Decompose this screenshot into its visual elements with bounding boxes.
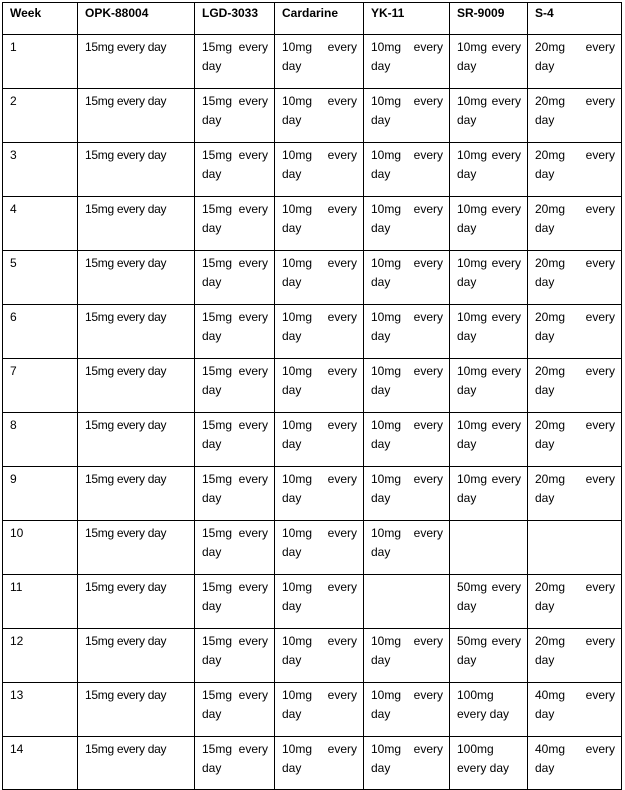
header-sr-9009: SR-9009	[450, 3, 528, 35]
opk-88004-cell: 15mg every day	[78, 467, 195, 521]
yk-11-cell: 10mg every day	[364, 413, 450, 467]
s-4-cell: 20mg every day	[528, 35, 622, 89]
table-row	[3, 683, 622, 737]
lgd-3033-cell: 15mg every day	[195, 575, 275, 629]
header-lgd-3033: LGD-3033	[195, 3, 275, 35]
opk-88004-cell: 15mg every day	[78, 683, 195, 737]
s-4-cell: 20mg every day	[528, 359, 622, 413]
opk-88004-cell: 15mg every day	[78, 737, 195, 790]
cardarine-cell: 10mg every day	[275, 629, 364, 683]
cardarine-cell: 10mg every day	[275, 197, 364, 251]
s-4-cell: 20mg every day	[528, 305, 622, 359]
yk-11-cell: 10mg every day	[364, 305, 450, 359]
lgd-3033-cell: 15mg every day	[195, 629, 275, 683]
table-row	[3, 575, 622, 629]
header-week: Week	[3, 3, 78, 35]
opk-88004-cell: 15mg every day	[78, 143, 195, 197]
lgd-3033-cell: 15mg every day	[195, 467, 275, 521]
sr-9009-cell	[450, 521, 528, 575]
table-body	[3, 35, 622, 790]
cardarine-cell: 10mg every day	[275, 521, 364, 575]
s-4-cell: 20mg every day	[528, 467, 622, 521]
table-row	[3, 629, 622, 683]
sr-9009-cell: 10mg every day	[450, 197, 528, 251]
lgd-3033-cell: 15mg every day	[195, 251, 275, 305]
table-row	[3, 359, 622, 413]
s-4-cell: 20mg every day	[528, 251, 622, 305]
dosage-schedule-table	[2, 2, 622, 790]
lgd-3033-cell: 15mg every day	[195, 521, 275, 575]
sr-9009-cell: 10mg every day	[450, 251, 528, 305]
cardarine-cell: 10mg every day	[275, 737, 364, 790]
yk-11-cell: 10mg every day	[364, 683, 450, 737]
table-row	[3, 521, 622, 575]
yk-11-cell: 10mg every day	[364, 143, 450, 197]
yk-11-cell: 10mg every day	[364, 89, 450, 143]
cardarine-cell: 10mg every day	[275, 305, 364, 359]
lgd-3033-cell: 15mg every day	[195, 305, 275, 359]
lgd-3033-cell: 15mg every day	[195, 143, 275, 197]
sr-9009-cell: 10mg every day	[450, 305, 528, 359]
yk-11-cell: 10mg every day	[364, 251, 450, 305]
sr-9009-cell: 50mg every day	[450, 575, 528, 629]
s-4-cell: 20mg every day	[528, 575, 622, 629]
cardarine-cell: 10mg every day	[275, 413, 364, 467]
table-row	[3, 251, 622, 305]
cardarine-cell: 10mg every day	[275, 143, 364, 197]
sr-9009-cell: 10mg every day	[450, 467, 528, 521]
s-4-cell: 20mg every day	[528, 629, 622, 683]
sr-9009-cell: 10mg every day	[450, 35, 528, 89]
yk-11-cell	[364, 575, 450, 629]
lgd-3033-cell: 15mg every day	[195, 89, 275, 143]
lgd-3033-cell: 15mg every day	[195, 359, 275, 413]
opk-88004-cell: 15mg every day	[78, 359, 195, 413]
opk-88004-cell: 15mg every day	[78, 413, 195, 467]
s-4-cell: 40mg every day	[528, 737, 622, 790]
week-cell: 7	[3, 359, 78, 413]
table-row	[3, 467, 622, 521]
opk-88004-cell: 15mg every day	[78, 629, 195, 683]
table-row	[3, 35, 622, 89]
yk-11-cell: 10mg every day	[364, 737, 450, 790]
cardarine-cell: 10mg every day	[275, 89, 364, 143]
cardarine-cell: 10mg every day	[275, 467, 364, 521]
week-cell: 14	[3, 737, 78, 790]
opk-88004-cell: 15mg every day	[78, 521, 195, 575]
s-4-cell: 20mg every day	[528, 89, 622, 143]
s-4-cell: 20mg every day	[528, 143, 622, 197]
s-4-cell: 20mg every day	[528, 197, 622, 251]
sr-9009-cell: 100mg every day	[450, 683, 528, 737]
opk-88004-cell: 15mg every day	[78, 251, 195, 305]
table-row	[3, 737, 622, 790]
opk-88004-cell: 15mg every day	[78, 89, 195, 143]
opk-88004-cell: 15mg every day	[78, 575, 195, 629]
week-cell: 13	[3, 683, 78, 737]
week-cell: 1	[3, 35, 78, 89]
sr-9009-cell: 50mg every day	[450, 629, 528, 683]
table-row	[3, 143, 622, 197]
week-cell: 5	[3, 251, 78, 305]
header-row	[3, 3, 622, 35]
header-cardarine: Cardarine	[275, 3, 364, 35]
yk-11-cell: 10mg every day	[364, 197, 450, 251]
sr-9009-cell: 10mg every day	[450, 143, 528, 197]
opk-88004-cell: 15mg every day	[78, 305, 195, 359]
lgd-3033-cell: 15mg every day	[195, 413, 275, 467]
header-yk-11: YK-11	[364, 3, 450, 35]
cardarine-cell: 10mg every day	[275, 251, 364, 305]
lgd-3033-cell: 15mg every day	[195, 737, 275, 790]
yk-11-cell: 10mg every day	[364, 359, 450, 413]
s-4-cell: 40mg every day	[528, 683, 622, 737]
week-cell: 4	[3, 197, 78, 251]
yk-11-cell: 10mg every day	[364, 467, 450, 521]
sr-9009-cell: 100mg every day	[450, 737, 528, 790]
lgd-3033-cell: 15mg every day	[195, 683, 275, 737]
sr-9009-cell: 10mg every day	[450, 413, 528, 467]
s-4-cell	[528, 521, 622, 575]
table-row	[3, 305, 622, 359]
cardarine-cell: 10mg every day	[275, 35, 364, 89]
week-cell: 12	[3, 629, 78, 683]
week-cell: 11	[3, 575, 78, 629]
cardarine-cell: 10mg every day	[275, 683, 364, 737]
yk-11-cell: 10mg every day	[364, 35, 450, 89]
week-cell: 3	[3, 143, 78, 197]
table-row	[3, 89, 622, 143]
opk-88004-cell: 15mg every day	[78, 197, 195, 251]
sr-9009-cell: 10mg every day	[450, 359, 528, 413]
cardarine-cell: 10mg every day	[275, 575, 364, 629]
cardarine-cell: 10mg every day	[275, 359, 364, 413]
lgd-3033-cell: 15mg every day	[195, 35, 275, 89]
sr-9009-cell: 10mg every day	[450, 89, 528, 143]
lgd-3033-cell: 15mg every day	[195, 197, 275, 251]
s-4-cell: 20mg every day	[528, 413, 622, 467]
week-cell: 2	[3, 89, 78, 143]
opk-88004-cell: 15mg every day	[78, 35, 195, 89]
yk-11-cell: 10mg every day	[364, 629, 450, 683]
week-cell: 8	[3, 413, 78, 467]
header-s-4: S-4	[528, 3, 622, 35]
yk-11-cell: 10mg every day	[364, 521, 450, 575]
header-opk-88004: OPK-88004	[78, 3, 195, 35]
table-row	[3, 197, 622, 251]
week-cell: 6	[3, 305, 78, 359]
table-row	[3, 413, 622, 467]
week-cell: 10	[3, 521, 78, 575]
week-cell: 9	[3, 467, 78, 521]
